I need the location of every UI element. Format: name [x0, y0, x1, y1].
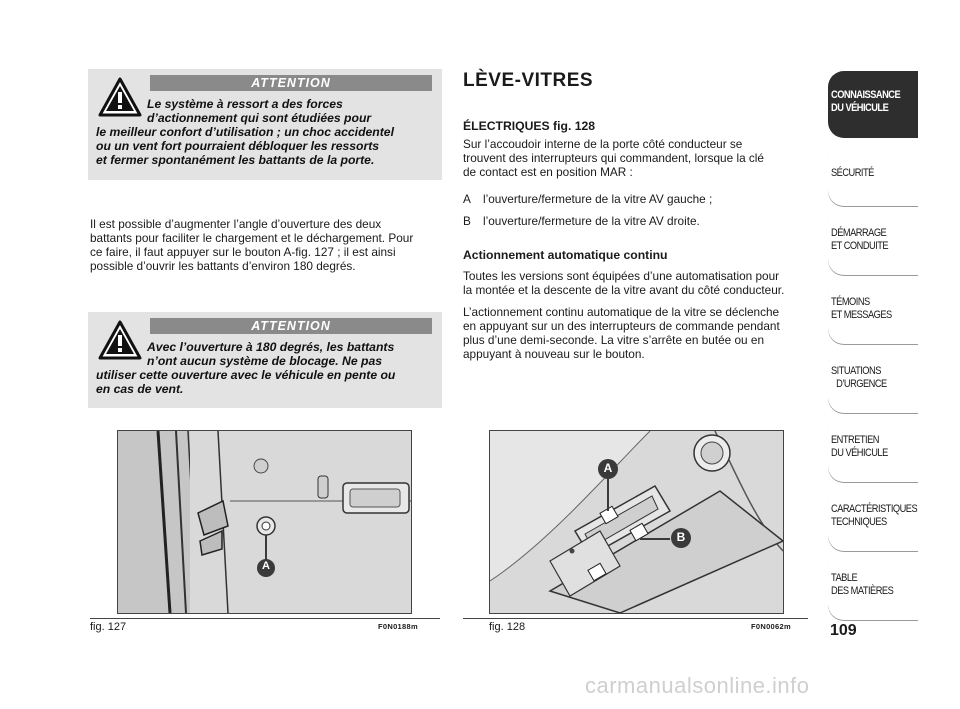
sidebar-tab-securite[interactable]: [828, 140, 918, 207]
figure-128-rule: [463, 618, 808, 619]
callout-label-a: A: [262, 560, 270, 572]
warning-box-180-degrees: [88, 312, 442, 408]
section-subtitle: ÉLECTRIQUES fig. 128: [463, 119, 596, 133]
body-line: plus d’une demi-seconde. La vitre s’arrête en butée ou en: [463, 333, 765, 347]
sidebar-tab-demarrage[interactable]: [828, 209, 918, 276]
body-line: battants pour faciliter le chargement et le déchargement. Pour: [90, 231, 414, 245]
body-line: appuyant à nouveau sur le bouton.: [463, 347, 645, 361]
figure-127-image: [117, 430, 412, 614]
sidebar-tab-label: SÉCURITÉ: [831, 167, 874, 179]
warning-text-line: d’actionnement qui sont étudiées pour: [147, 111, 372, 125]
body-line: L’actionnement continu automatique de la vitre se déclenche: [463, 305, 780, 319]
warning-box-spring: [88, 69, 442, 180]
sidebar-tab-label: CONNAISSANCE: [831, 89, 901, 101]
body-line: Sur l’accoudoir interne de la porte côté conducteur se: [463, 137, 743, 151]
warning-text-line: n’ont aucun système de blocage. Ne pas: [147, 354, 383, 368]
body-line: ce faire, il faut appuyer sur le bouton A-fig. 127 ; il est ainsi: [90, 245, 396, 259]
body-line: Il est possible d’augmenter l’angle d’ouverture des deux: [90, 217, 382, 231]
sidebar-tab-temoins[interactable]: [828, 278, 918, 345]
subheading: Actionnement automatique continu: [463, 248, 668, 262]
body-line: possible d’ouvrir les battants d’environ 180 degrés.: [90, 259, 356, 273]
sidebar-tab-label: DU VÉHICULE: [831, 447, 888, 459]
warning-text-line: et fermer spontanément les battants de la porte.: [96, 153, 375, 167]
warning-text-line: Le système à ressort a des forces: [147, 97, 343, 111]
sidebar-tab-label: D’URGENCE: [836, 378, 887, 390]
figure-128-caption: fig. 128: [489, 621, 526, 633]
sidebar-tab-caracteristiques[interactable]: [828, 485, 918, 552]
figure-128-image: [489, 430, 784, 614]
warning-text-line: utiliser cette ouverture avec le véhicule en pente ou: [96, 368, 396, 382]
sidebar-tab-label: ENTRETIEN: [831, 434, 879, 446]
figure-127-code: F0N0188m: [378, 622, 418, 631]
sidebar-tab-label: DU VÉHICULE: [831, 102, 889, 114]
warning-banner: ATTENTION: [150, 318, 432, 334]
sidebar-tab-label: TECHNIQUES: [831, 516, 887, 528]
sidebar-tab-label: TÉMOINS: [831, 296, 870, 308]
sidebar-tab-label: TABLE: [831, 572, 858, 584]
watermark-text: carmanualsonline.info: [585, 673, 810, 698]
body-line: de contact est en position MAR :: [463, 165, 633, 179]
sidebar-tab-label: CARACTÉRISTIQUES: [831, 503, 918, 515]
list-item-text: l’ouverture/fermeture de la vitre AV gauche ;: [483, 192, 713, 206]
warning-banner: ATTENTION: [150, 75, 432, 91]
section-title: LÈVE-VITRES: [463, 70, 594, 91]
list-item-key: A: [463, 192, 471, 206]
body-line: trouvent des interrupteurs qui commandent, lorsque la clé: [463, 151, 764, 165]
callout-label-a: A: [603, 461, 613, 475]
warning-triangle-icon: [98, 320, 142, 360]
sidebar-tab-label: SITUATIONS: [831, 365, 881, 377]
body-line: Toutes les versions sont équipées d’une automatisation pour: [463, 269, 780, 283]
warning-triangle-icon: [98, 77, 142, 117]
callout-label-b: B: [676, 530, 686, 544]
warning-text-line: en cas de vent.: [96, 382, 184, 396]
sidebar-tab-connaissance[interactable]: [828, 71, 918, 138]
sidebar-tab-table[interactable]: [828, 554, 918, 621]
body-line: la montée et la descente de la vitre avant du côté conducteur.: [463, 283, 785, 297]
warning-text-line: le meilleur confort d’utilisation ; un choc accidentel: [96, 125, 394, 139]
figure-128-code: F0N0062m: [751, 622, 791, 631]
body-line: en appuyant sur un des interrupteurs de commande pendant: [463, 319, 780, 333]
sidebar-tab-label: ET CONDUITE: [831, 240, 889, 252]
sidebar-tab-label: ET MESSAGES: [831, 309, 892, 321]
figure-127-caption: fig. 127: [90, 621, 127, 633]
sidebar-tab-label: DES MATIÈRES: [831, 585, 894, 597]
sidebar-tab-entretien[interactable]: [828, 416, 918, 483]
sidebar-tab-situations[interactable]: [828, 347, 918, 414]
list-item-text: l’ouverture/fermeture de la vitre AV droite.: [483, 214, 700, 228]
figure-127-rule: [90, 618, 440, 619]
sidebar-tab-label: DÉMARRAGE: [831, 227, 887, 239]
warning-text-line: ou un vent fort pourraient débloquer les ressorts: [96, 139, 380, 153]
page-number: 109: [830, 622, 857, 639]
list-item-key: B: [463, 214, 471, 228]
warning-text-line: Avec l’ouverture à 180 degrés, les battants: [147, 340, 395, 354]
